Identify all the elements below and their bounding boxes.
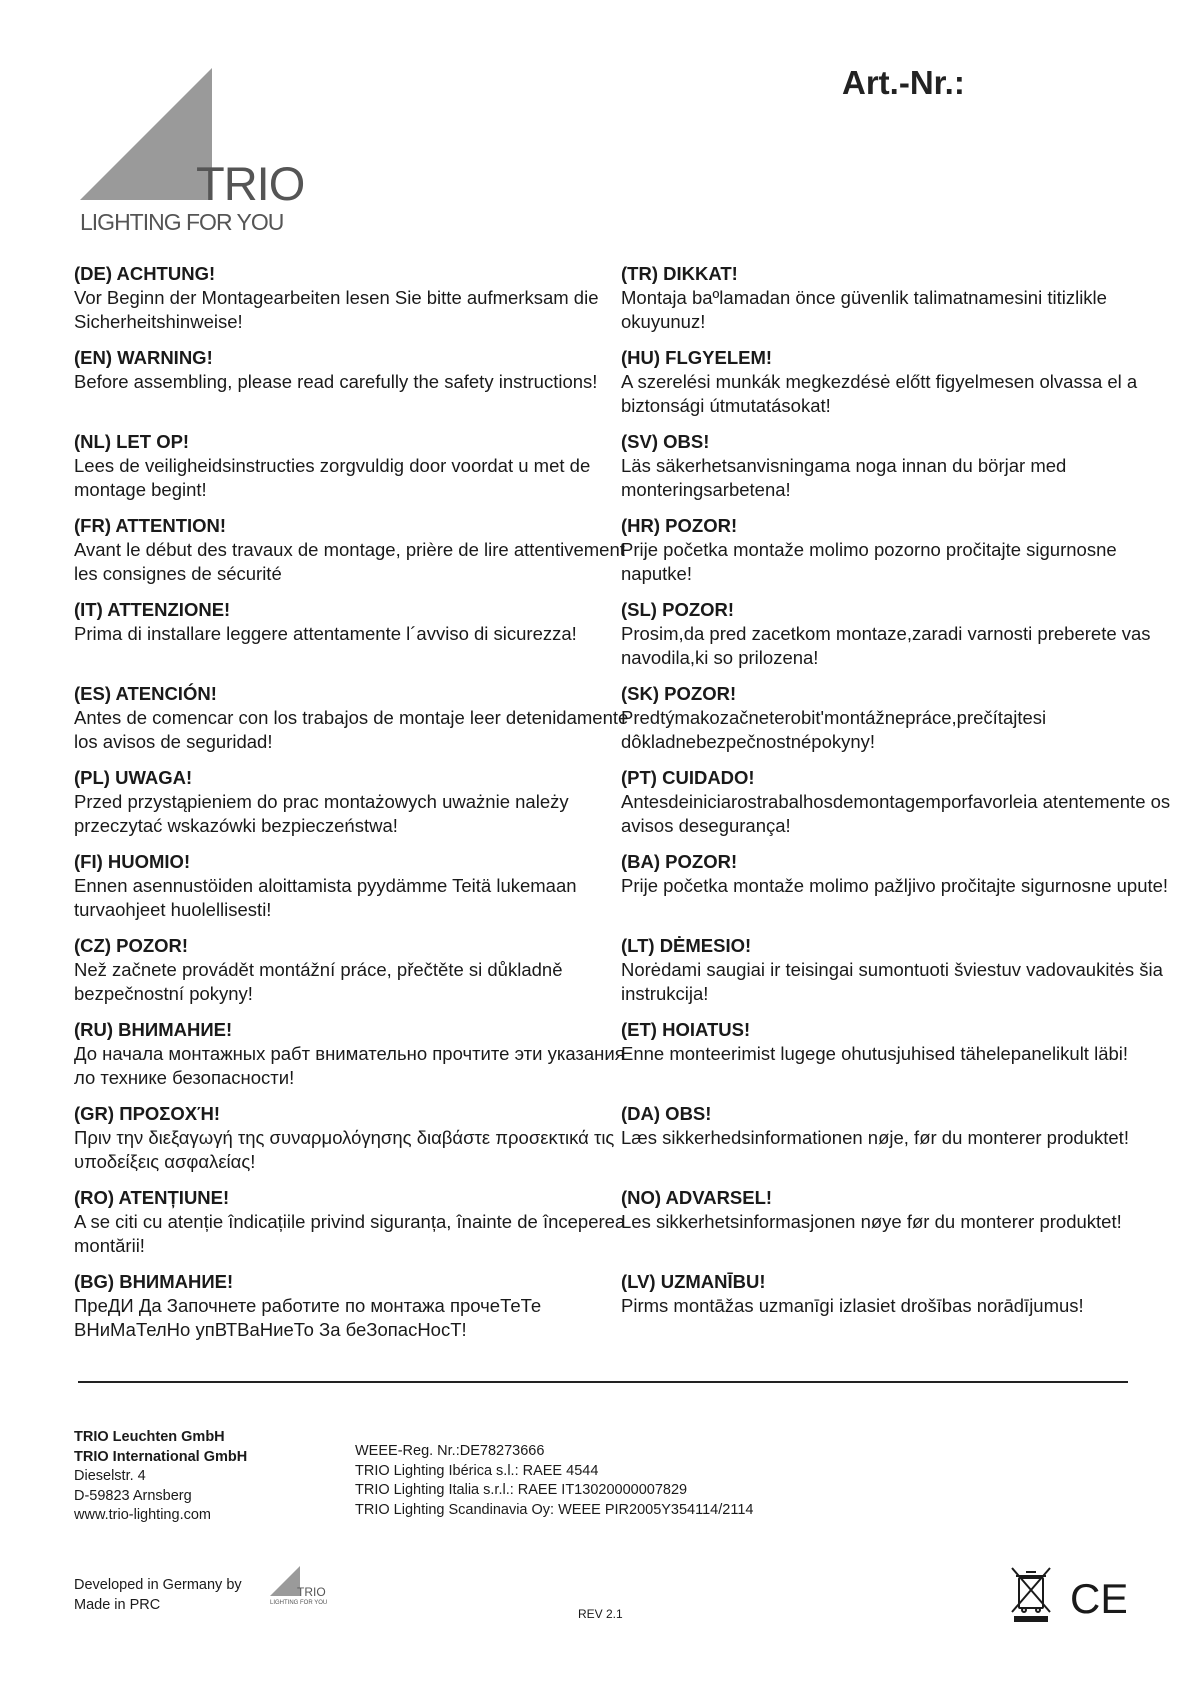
warning-block xyxy=(621,934,1181,1018)
warning-text: Przed przystąpieniem do prac montażowych uważnie należy przeczytać wskazówki bezpieczeństwa! xyxy=(74,791,569,836)
warning-block xyxy=(74,1102,634,1186)
warning-text: Πριν την διεξαγωγή της συναρμολόγησης διαβάστε προσεκτικά τις υποδείξεις ασφαλείας! xyxy=(74,1127,615,1172)
warning-block xyxy=(621,346,1181,430)
warning-text: До начала монтажных рабт внимательно прочтите эти указания ло технике безопасности! xyxy=(74,1043,625,1088)
warning-title: (ES) ATENCIÓN! xyxy=(74,683,217,704)
revision-label: REV 2.1 xyxy=(578,1607,623,1621)
logo-brand: TRIO xyxy=(196,157,305,210)
weee-line: TRIO Lighting Ibérica s.l.: RAEE 4544 xyxy=(355,1462,599,1479)
warning-block xyxy=(621,766,1181,850)
warning-block xyxy=(621,850,1181,934)
warning-block xyxy=(621,430,1181,514)
warning-text: Ennen asennustöiden aloittamista pyydämme Teitä lukemaan turvaohjeet huolellisesti! xyxy=(74,875,577,920)
warning-title: (GR) ΠΡΟΣΟΧΉ! xyxy=(74,1103,221,1124)
trio-logo xyxy=(80,68,320,238)
crossed-bin-icon xyxy=(1008,1566,1054,1622)
warning-text: Než začnete provádět montážní práce, přečtěte si důkladně bezpečnostní pokyny! xyxy=(74,959,563,1004)
warning-title: (EN) WARNING! xyxy=(74,347,213,368)
warning-text: Avant le début des travaux de montage, prière de lire attentivement les consignes de sécurité xyxy=(74,539,625,584)
warning-title: (ET) HOIATUS! xyxy=(621,1019,751,1040)
logo-tagline: LIGHTING FOR YOU xyxy=(80,209,284,235)
warning-block xyxy=(621,1186,1181,1270)
origin-info xyxy=(74,1576,242,1615)
warning-block xyxy=(74,1018,634,1102)
warning-block xyxy=(74,346,634,430)
warning-text: A se citi cu atenție îndicațiile privind siguranța, înainte de începerea montării! xyxy=(74,1211,626,1256)
warning-title: (SV) OBS! xyxy=(621,431,710,452)
warning-title: (SL) POZOR! xyxy=(621,599,735,620)
warning-title: (DA) OBS! xyxy=(621,1103,712,1124)
company-street: Dieselstr. 4 xyxy=(74,1468,146,1484)
company-name-1: TRIO Leuchten GmbH xyxy=(74,1429,225,1445)
warning-title: (TR) DIKKAT! xyxy=(621,263,738,284)
warning-title: (PT) CUIDADO! xyxy=(621,767,755,788)
small-logo-tagline: LIGHTING FOR YOU xyxy=(270,1600,328,1606)
warning-text: A szerelési munkák megkezdésė előtt figyelmesen olvassa el a biztonsági útmutatásokat! xyxy=(621,371,1138,416)
warning-block xyxy=(621,1270,1181,1354)
company-website: www.trio-lighting.com xyxy=(74,1507,211,1523)
warning-text: Enne monteerimist lugege ohutusjuhised tähelepanelikult läbi! xyxy=(621,1043,1129,1064)
warning-text: Antesdeiniciarostrabalhosdemontagemporfavorleia atentemente os avisos desegurança! xyxy=(621,791,1171,836)
warning-text: Prosim,da pred zacetkom montaze,zaradi varnosti preberete vas navodila,ki so prilozena! xyxy=(621,623,1151,668)
warning-title: (FI) HUOMIO! xyxy=(74,851,191,872)
warning-title: (FR) ATTENTION! xyxy=(74,515,227,536)
company-address xyxy=(74,1428,247,1526)
warning-block xyxy=(621,1018,1181,1102)
warning-block xyxy=(621,682,1181,766)
warning-text: Predtýmakozačneterobit'montážnepráce,prečítajtesi dôkladnebezpečnostnépokyny! xyxy=(621,707,1047,752)
weee-registrations xyxy=(355,1442,753,1520)
warning-text: Læs sikkerhedsinformationen nøje, før du monterer produktet! xyxy=(621,1127,1129,1148)
warning-title: (LT) DĖMESIO! xyxy=(621,935,752,956)
company-name-2: TRIO International GmbH xyxy=(74,1448,248,1465)
warning-block xyxy=(621,1102,1181,1186)
warning-text: Prije početka montaže molimo pažljivo pročitajte sigurnosne upute! xyxy=(621,875,1169,896)
warning-title: (NL) LET OP! xyxy=(74,431,190,452)
made-in: Made in PRC xyxy=(74,1596,161,1613)
warning-title: (RO) ATENȚIUNE! xyxy=(74,1187,230,1208)
warnings-right-column xyxy=(621,262,1181,1354)
warning-text: Läs säkerhetsanvisningama noga innan du börjar med monteringsarbetena! xyxy=(621,455,1067,500)
warning-title: (BA) POZOR! xyxy=(621,851,738,872)
warning-title: (HU) FLGYELEM! xyxy=(621,347,773,368)
warning-title: (SK) POZOR! xyxy=(621,683,737,704)
warning-title: (CZ) POZOR! xyxy=(74,935,189,956)
warning-title: (NO) ADVARSEL! xyxy=(621,1187,773,1208)
warnings-left-column xyxy=(74,262,634,1354)
logo-triangle xyxy=(80,68,212,200)
warning-block xyxy=(74,934,634,1018)
warning-title: (IT) ATTENZIONE! xyxy=(74,599,231,620)
warning-title: (PL) UWAGA! xyxy=(74,767,193,788)
warning-text: Lees de veiligheidsinstructies zorgvuldig door voordat u met de montage begint! xyxy=(74,455,591,500)
company-city: D-59823 Arnsberg xyxy=(74,1487,192,1504)
warning-text: Prije početka montaže molimo pozorno pročitajte sigurnosne naputke! xyxy=(621,539,1117,584)
warning-block xyxy=(74,1270,634,1354)
warning-title: (RU) ВНИМАНИЕ! xyxy=(74,1019,233,1040)
warning-text: Prima di installare leggere attentamente l´avviso di sicurezza! xyxy=(74,623,577,644)
warning-block xyxy=(74,850,634,934)
ce-mark-icon xyxy=(1070,1577,1126,1617)
warning-block xyxy=(621,262,1181,346)
warning-block xyxy=(74,430,634,514)
footer-divider xyxy=(78,1381,1128,1383)
warning-title: (LV) UZMANĪBU! xyxy=(621,1271,766,1292)
warning-text: Antes de comencar con los trabajos de montaje leer detenidamente los avisos de seguridad! xyxy=(74,707,629,752)
warning-text: Pirms montāžas uzmanīgi izlasiet drošības norādījumus! xyxy=(621,1295,1084,1316)
warning-text: Norėdami saugiai ir teisingai sumontuoti šviestuv vadovaukitės šia instrukcija! xyxy=(621,959,1163,1004)
warning-block xyxy=(74,598,634,682)
weee-line: TRIO Lighting Italia s.r.l.: RAEE IT13020000007829 xyxy=(355,1482,688,1498)
warning-block xyxy=(74,262,634,346)
developed-in: Developed in Germany by xyxy=(74,1577,242,1593)
warning-text: ПреДИ Да Започнете работите по монтажа прочеТеТе ВНиМаТелНо упВТВаНиеТо За беЗопасНосТ! xyxy=(74,1295,542,1340)
ce-mark-text: CE xyxy=(1070,1577,1126,1617)
warning-title: (HR) POZOR! xyxy=(621,515,738,536)
warning-text: Vor Beginn der Montagearbeiten lesen Sie bitte aufmerksam die Sicherheitshinweise! xyxy=(74,287,599,332)
warning-block xyxy=(74,514,634,598)
warning-text: Before assembling, please read carefully the safety instructions! xyxy=(74,371,598,392)
warning-text: Les sikkerhetsinformasjonen nøye før du monterer produktet! xyxy=(621,1211,1122,1232)
warning-block xyxy=(74,1186,634,1270)
weee-line: WEEE-Reg. Nr.:DE78273666 xyxy=(355,1443,545,1459)
small-logo-brand: TRIO xyxy=(297,1585,326,1599)
warning-block xyxy=(621,514,1181,598)
warning-block xyxy=(621,598,1181,682)
warning-text: Montaja baºlamadan önce güvenlik talimatnamesini titizlikle okuyunuz! xyxy=(621,287,1107,332)
weee-line: TRIO Lighting Scandinavia Oy: WEEE PIR2005Y354114/2114 xyxy=(355,1501,754,1518)
art-nr-label: Art.-Nr.: xyxy=(842,64,965,101)
warning-title: (BG) ВНИМАНИЕ! xyxy=(74,1271,234,1292)
trio-logo-small xyxy=(270,1566,330,1608)
warning-block xyxy=(74,682,634,766)
warning-block xyxy=(74,766,634,850)
warning-title: (DE) ACHTUNG! xyxy=(74,263,216,284)
